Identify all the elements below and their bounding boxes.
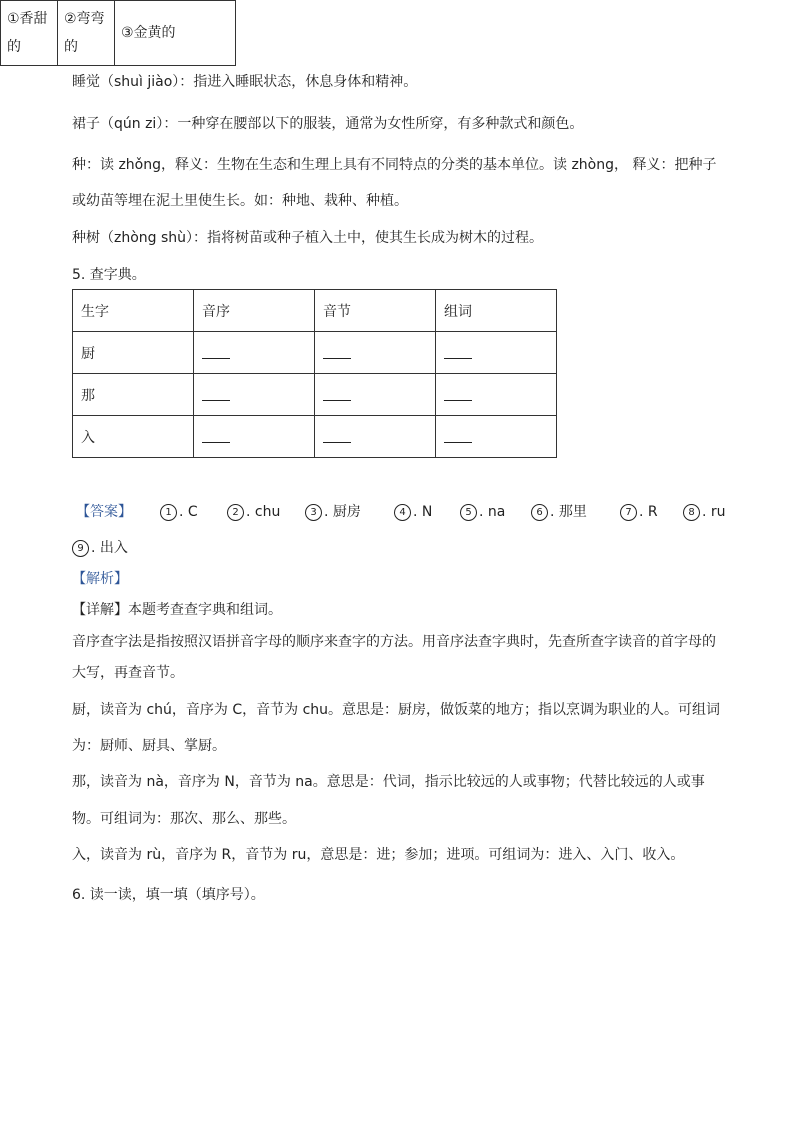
answer-blank xyxy=(202,346,230,359)
analysis-detail xyxy=(72,600,282,620)
analysis-paragraph: 入，读音为 rù，音序为 R，音节为 ru，意思是：进；参加；进项。可组词为：进入、入门、收入。 xyxy=(72,847,685,863)
answer-option xyxy=(531,502,587,522)
circled-number: 1 xyxy=(160,504,177,521)
blank-cell xyxy=(315,332,436,374)
answer-option xyxy=(72,538,128,558)
answer-blank xyxy=(444,388,472,401)
answer-blank xyxy=(323,430,351,443)
circled-number: 7 xyxy=(620,504,637,521)
analysis-paragraph: 厨，读音为 chú，音序为 C，音节为 chu。意思是：厨房，做饭菜的地方；指以烹调为职业的人。可组词 xyxy=(72,702,721,718)
answer-blank xyxy=(444,430,472,443)
blank-cell xyxy=(315,374,436,416)
circled-number: 3 xyxy=(305,504,322,521)
circled-number: 5 xyxy=(460,504,477,521)
blank-cell xyxy=(315,416,436,458)
blank-cell xyxy=(436,374,557,416)
analysis-paragraph: 为：厨师、厨具、掌厨。 xyxy=(72,738,226,754)
character-cell: 厨 xyxy=(73,332,194,374)
character-cell: 入 xyxy=(73,416,194,458)
definition-zhongshu: 种树（zhòng shù）：指将树苗或种子植入土中，使其生长成为树木的过程。 xyxy=(72,230,544,246)
answer-option-text: . N xyxy=(413,504,433,520)
analysis-paragraph: 物。可组词为：那次、那么、那些。 xyxy=(72,811,296,827)
answer-blank xyxy=(323,346,351,359)
circled-number: 4 xyxy=(394,504,411,521)
analysis-paragraph: 那，读音为 nà，音序为 N，音节为 na。意思是：代词，指示比较远的人或事物；代替比较远的人或事 xyxy=(72,774,705,790)
option-cell: ①香甜的 xyxy=(1,1,58,66)
circled-number: 8 xyxy=(683,504,700,521)
options-table xyxy=(0,0,236,66)
answer-blank xyxy=(444,346,472,359)
analysis-label: 【解析】 xyxy=(72,571,128,587)
answer-option xyxy=(394,502,432,522)
answer-option-text: . ru xyxy=(702,504,726,520)
table-header-cell: 组词 xyxy=(436,290,557,332)
answer-blank xyxy=(323,388,351,401)
answer-option xyxy=(683,502,726,522)
detail-label: 【详解】 xyxy=(72,602,128,618)
answer-blank xyxy=(202,388,230,401)
circled-number: 9 xyxy=(72,540,89,557)
answer-option-text: . C xyxy=(179,504,198,520)
analysis-paragraph: 音序查字法是指按照汉语拼音字母的顺序来查字的方法。用音序法查字典时，先查所查字读音的首字母的 xyxy=(72,634,716,650)
analysis-paragraph: 大写，再查音节。 xyxy=(72,665,184,681)
question-5-title: 5. 查字典。 xyxy=(72,267,146,283)
definition-zhong-line2: 或幼苗等埋在泥土里使生长。如：种地、栽种、种植。 xyxy=(72,193,408,209)
table-row xyxy=(1,1,236,66)
answer-option xyxy=(460,502,505,522)
table-row xyxy=(73,416,557,458)
blank-cell xyxy=(436,416,557,458)
answer-option-text: . 那里 xyxy=(550,504,587,520)
answer-option xyxy=(620,502,658,522)
definition-zhong-line1: 种：读 zhǒng，释义：生物在生态和生理上具有不同特点的分类的基本单位。读 zhòng， 释义：把种子 xyxy=(72,157,717,173)
definition-shuijiao: 睡觉（shuì jiào）：指进入睡眠状态，休息身体和精神。 xyxy=(72,74,418,90)
circled-number: 2 xyxy=(227,504,244,521)
answer-option-text: . R xyxy=(639,504,658,520)
table-header-cell: 生字 xyxy=(73,290,194,332)
circled-number: 6 xyxy=(531,504,548,521)
blank-cell xyxy=(194,332,315,374)
table-header-cell: 音节 xyxy=(315,290,436,332)
question-6-title: 6. 读一读，填一填（填序号）。 xyxy=(72,887,265,903)
definition-qunzi: 裙子（qún zi）：一种穿在腰部以下的服装，通常为女性所穿，有多种款式和颜色。 xyxy=(72,116,584,132)
answer-blank xyxy=(202,430,230,443)
answer-option-text: . na xyxy=(479,504,506,520)
answer-option-text: . chu xyxy=(246,504,281,520)
option-cell: ③金黄的 xyxy=(115,1,236,66)
table-header-row xyxy=(73,290,557,332)
answer-label: 【答案】 xyxy=(76,504,132,520)
answer-option xyxy=(227,502,280,522)
blank-cell xyxy=(194,374,315,416)
blank-cell xyxy=(194,416,315,458)
answer-option-text: . 出入 xyxy=(91,540,128,556)
detail-text: 本题考查查字典和组词。 xyxy=(128,602,282,618)
table-row xyxy=(73,332,557,374)
table-header-cell: 音序 xyxy=(194,290,315,332)
answer-option xyxy=(160,502,198,522)
answer-option xyxy=(305,502,361,522)
character-cell: 那 xyxy=(73,374,194,416)
dictionary-table xyxy=(72,289,557,458)
table-row xyxy=(73,374,557,416)
option-cell: ②弯弯的 xyxy=(58,1,115,66)
answer-option-text: . 厨房 xyxy=(324,504,361,520)
blank-cell xyxy=(436,332,557,374)
